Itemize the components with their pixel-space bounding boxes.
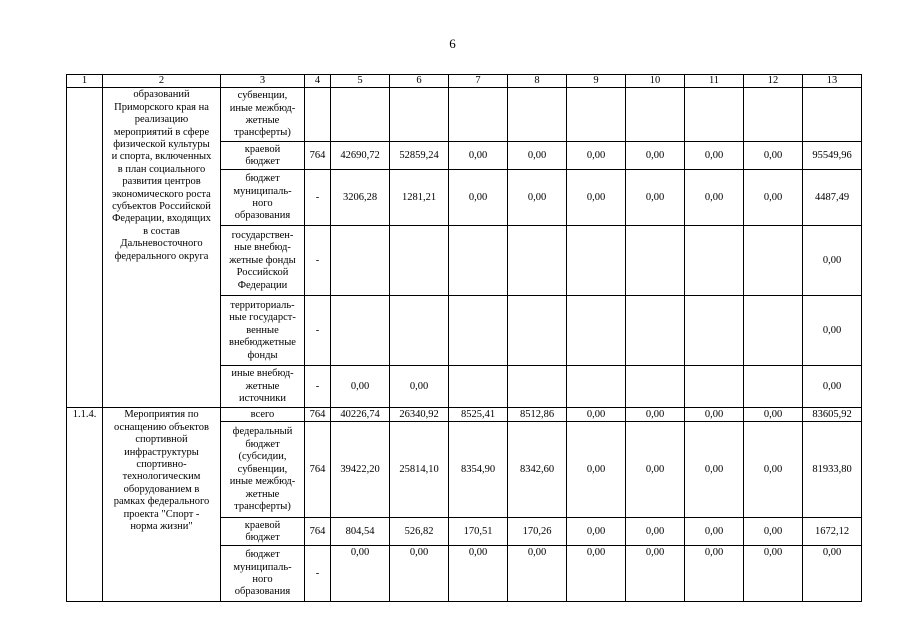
value-cell: 0,00	[803, 226, 862, 296]
value-cell: 0,00	[685, 170, 744, 226]
value-cell	[567, 226, 626, 296]
budget-code: 764	[305, 408, 331, 422]
column-header: 4	[305, 75, 331, 88]
column-header: 1	[67, 75, 103, 88]
column-header: 5	[331, 75, 390, 88]
value-cell: 25814,10	[390, 422, 449, 518]
value-cell: 0,00	[744, 518, 803, 546]
value-cell: 0,00	[626, 518, 685, 546]
value-cell: 0,00	[685, 518, 744, 546]
value-cell	[449, 88, 508, 142]
value-cell: 0,00	[449, 546, 508, 602]
value-cell	[803, 88, 862, 142]
value-cell	[626, 296, 685, 366]
value-cell: 42690,72	[331, 142, 390, 170]
value-cell: 0,00	[626, 408, 685, 422]
value-cell: 804,54	[331, 518, 390, 546]
value-cell: 83605,92	[803, 408, 862, 422]
value-cell: 0,00	[744, 170, 803, 226]
column-header: 8	[508, 75, 567, 88]
value-cell: 0,00	[390, 546, 449, 602]
value-cell: 0,00	[567, 546, 626, 602]
funding-source: федеральный бюджет (субсидии, субвенции, иные межбюд- жетные трансферты)	[221, 422, 305, 518]
value-cell: 26340,92	[390, 408, 449, 422]
value-cell: 0,00	[331, 366, 390, 408]
column-header: 6	[390, 75, 449, 88]
column-header: 9	[567, 75, 626, 88]
value-cell	[626, 366, 685, 408]
item-description: образований Приморского края на реализацию мероприятий в сфере физической культуры и спорта, включенных в план социального развития центров экономического роста субъектов Российской Федерации, входящих в состав Дальневосточного федерального округа	[103, 88, 221, 408]
funding-source: иные внебюд- жетные источники	[221, 366, 305, 408]
item-number	[67, 88, 103, 408]
budget-code: -	[305, 226, 331, 296]
column-header: 10	[626, 75, 685, 88]
value-cell	[567, 366, 626, 408]
item-number: 1.1.4.	[67, 408, 103, 602]
value-cell: 0,00	[449, 170, 508, 226]
value-cell	[508, 88, 567, 142]
value-cell: 0,00	[331, 546, 390, 602]
value-cell	[567, 296, 626, 366]
value-cell: 8525,41	[449, 408, 508, 422]
value-cell: 1281,21	[390, 170, 449, 226]
value-cell: 0,00	[626, 170, 685, 226]
value-cell: 39422,20	[331, 422, 390, 518]
budget-code: -	[305, 366, 331, 408]
value-cell	[626, 226, 685, 296]
value-cell: 95549,96	[803, 142, 862, 170]
value-cell: 0,00	[803, 546, 862, 602]
budget-code: -	[305, 170, 331, 226]
value-cell	[744, 296, 803, 366]
value-cell	[685, 296, 744, 366]
value-cell: 170,51	[449, 518, 508, 546]
value-cell: 0,00	[567, 408, 626, 422]
value-cell	[331, 296, 390, 366]
value-cell: 52859,24	[390, 142, 449, 170]
budget-code	[305, 88, 331, 142]
value-cell: 8512,86	[508, 408, 567, 422]
value-cell: 0,00	[567, 170, 626, 226]
value-cell: 0,00	[685, 408, 744, 422]
value-cell: 8354,90	[449, 422, 508, 518]
value-cell	[626, 88, 685, 142]
table-row	[67, 408, 862, 422]
value-cell: 0,00	[744, 422, 803, 518]
value-cell: 0,00	[390, 366, 449, 408]
page-number: 6	[449, 36, 456, 51]
value-cell: 4487,49	[803, 170, 862, 226]
funding-source: бюджет муниципаль- ного образования	[221, 546, 305, 602]
value-cell	[449, 226, 508, 296]
value-cell	[390, 296, 449, 366]
value-cell: 81933,80	[803, 422, 862, 518]
budget-code: -	[305, 296, 331, 366]
column-header: 11	[685, 75, 744, 88]
funding-source: территориаль- ные государст- венные внебюджетные фонды	[221, 296, 305, 366]
value-cell: 0,00	[803, 366, 862, 408]
item-description: Мероприятия по оснащению объектов спортивной инфраструктуры спортивно- технологическим оборудованием в рамках федерального проекта "Спорт - норма жизни"	[103, 408, 221, 602]
value-cell	[449, 366, 508, 408]
value-cell: 0,00	[508, 546, 567, 602]
budget-table	[66, 74, 862, 602]
value-cell	[390, 88, 449, 142]
funding-source: субвенции, иные межбюд- жетные трансферты)	[221, 88, 305, 142]
value-cell: 0,00	[567, 142, 626, 170]
value-cell: 0,00	[744, 408, 803, 422]
funding-source: бюджет муниципаль- ного образования	[221, 170, 305, 226]
column-header: 7	[449, 75, 508, 88]
value-cell	[331, 226, 390, 296]
column-header: 3	[221, 75, 305, 88]
value-cell	[685, 226, 744, 296]
value-cell: 526,82	[390, 518, 449, 546]
value-cell	[744, 88, 803, 142]
value-cell: 0,00	[567, 422, 626, 518]
header-row	[67, 75, 862, 88]
value-cell	[331, 88, 390, 142]
value-cell: 0,00	[567, 518, 626, 546]
funding-source: краевой бюджет	[221, 518, 305, 546]
budget-code: 764	[305, 518, 331, 546]
value-cell: 0,00	[685, 546, 744, 602]
budget-code: 764	[305, 422, 331, 518]
column-header: 2	[103, 75, 221, 88]
value-cell: 0,00	[449, 142, 508, 170]
value-cell	[508, 366, 567, 408]
value-cell: 8342,60	[508, 422, 567, 518]
budget-code: -	[305, 546, 331, 602]
value-cell	[567, 88, 626, 142]
value-cell: 0,00	[744, 546, 803, 602]
column-header: 13	[803, 75, 862, 88]
value-cell: 0,00	[626, 142, 685, 170]
value-cell: 0,00	[744, 142, 803, 170]
column-header: 12	[744, 75, 803, 88]
value-cell: 0,00	[626, 546, 685, 602]
funding-source: государствен- ные внебюд- жетные фонды Российской Федерации	[221, 226, 305, 296]
budget-code: 764	[305, 142, 331, 170]
value-cell	[449, 296, 508, 366]
table-row	[67, 88, 862, 142]
value-cell: 1672,12	[803, 518, 862, 546]
value-cell	[390, 226, 449, 296]
value-cell	[744, 226, 803, 296]
value-cell: 0,00	[626, 422, 685, 518]
value-cell: 0,00	[508, 170, 567, 226]
value-cell	[744, 366, 803, 408]
value-cell: 0,00	[803, 296, 862, 366]
value-cell: 170,26	[508, 518, 567, 546]
value-cell: 3206,28	[331, 170, 390, 226]
value-cell: 40226,74	[331, 408, 390, 422]
value-cell: 0,00	[685, 142, 744, 170]
value-cell	[508, 296, 567, 366]
value-cell	[685, 88, 744, 142]
funding-source: всего	[221, 408, 305, 422]
funding-source: краевой бюджет	[221, 142, 305, 170]
value-cell: 0,00	[685, 422, 744, 518]
value-cell: 0,00	[508, 142, 567, 170]
value-cell	[685, 366, 744, 408]
value-cell	[508, 226, 567, 296]
